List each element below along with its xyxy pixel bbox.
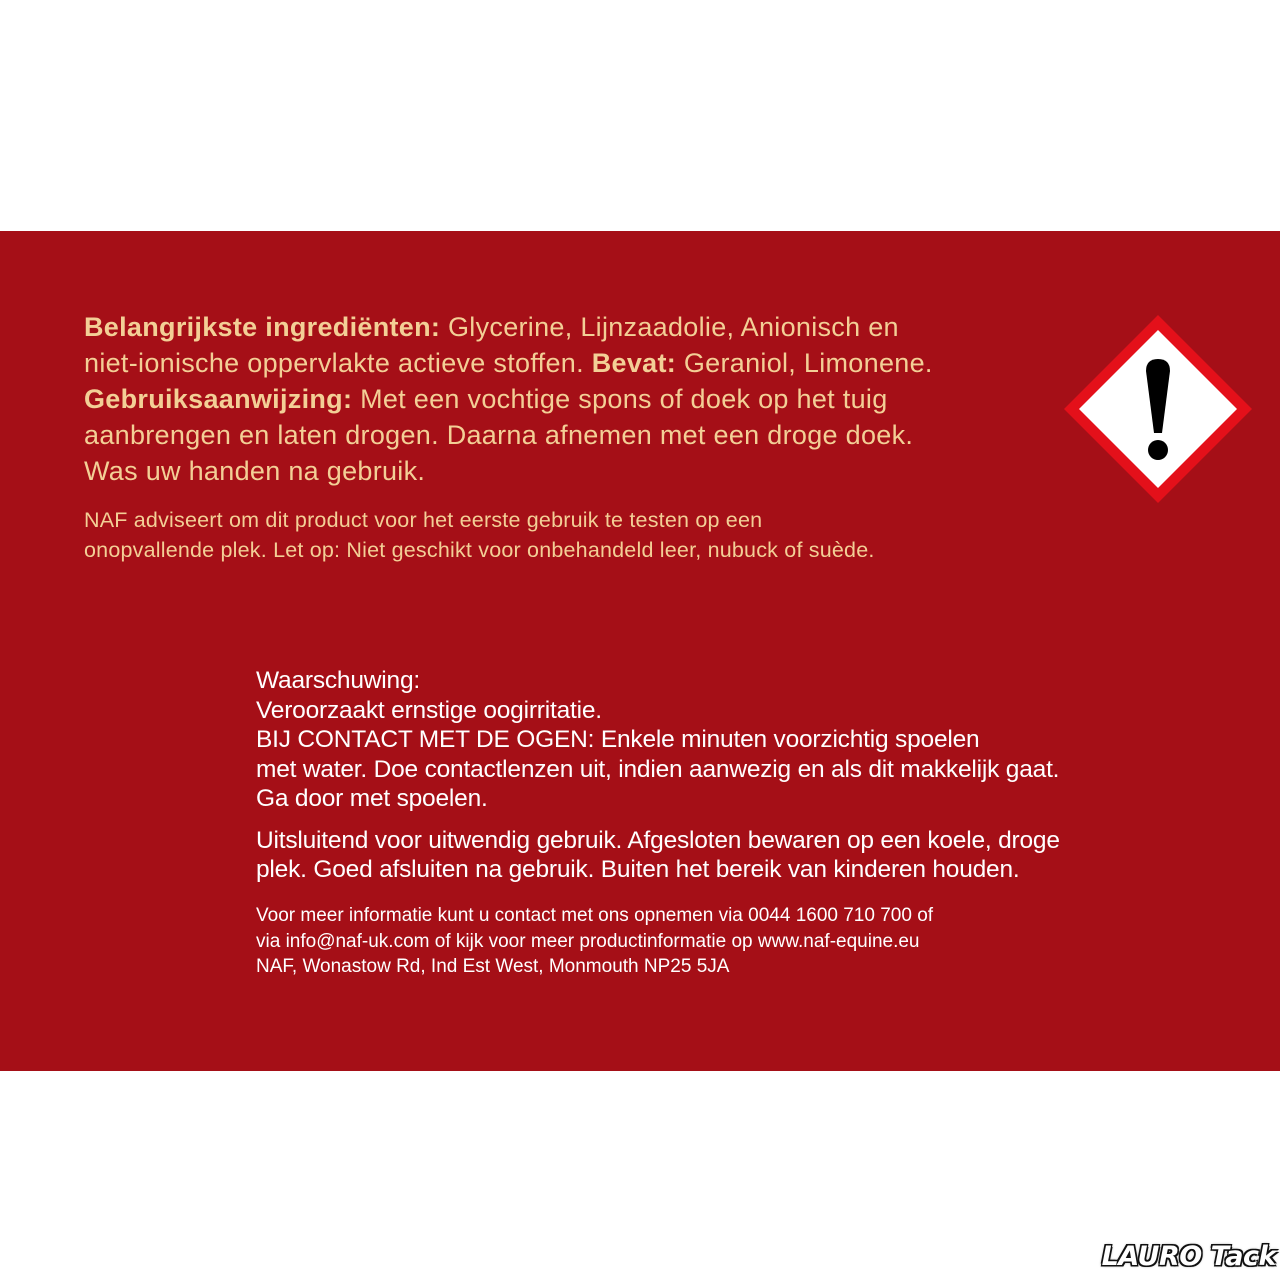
warning-block: [256, 666, 1216, 814]
storage-line-1: Uitsluitend voor uitwendig gebruik. Afgesloten bewaren op een koele, droge: [256, 827, 1060, 854]
advice-line-2: onopvallende plek. Let op: Niet geschikt voor onbehandeld leer, nubuck of suède.: [84, 538, 875, 562]
ghs-exclamation-mark-icon: [1062, 313, 1254, 505]
advice-line-1: NAF adviseert om dit product voor het eerste gebruik te testen op een: [84, 508, 763, 532]
storage-line-2: plek. Goed afsluiten na gebruik. Buiten het bereik van kinderen houden.: [256, 856, 1020, 883]
ingredients-line-2: [84, 345, 1064, 381]
contact-block: [256, 903, 1216, 980]
contact-line-2: via info@naf-uk.com of kijk voor meer productinformatie op www.naf-equine.eu: [256, 930, 920, 952]
warning-line-1: Veroorzaakt ernstige oogirritatie.: [256, 696, 602, 724]
usage-label: Gebruiksaanwijzing:: [84, 384, 353, 414]
exclamation-dot: [1148, 440, 1168, 460]
advice-block: [84, 505, 1074, 565]
warning-line-4: Ga door met spoelen.: [256, 785, 488, 812]
usage-text-3: Was uw handen na gebruik.: [84, 456, 426, 486]
warning-heading: Waarschuwing:: [256, 667, 420, 694]
main-ingredients-text-1: Glycerine, Lijnzaadolie, Anionisch en: [440, 312, 899, 342]
usage-text-2: aanbrengen en laten drogen. Daarna afnemen met een droge doek.: [84, 420, 914, 450]
warning-line-2: BIJ CONTACT MET DE OGEN: Enkele minuten voorzichtig spoelen: [256, 726, 980, 753]
main-ingredients-text-2: niet-ionische oppervlakte actieve stoffen.: [84, 348, 592, 378]
ingredients-line-1: [84, 309, 1064, 345]
contains-text: Geraniol, Limonene.: [676, 348, 933, 378]
warning-line-3: met water. Doe contactlenzen uit, indien aanwezig en als dit makkelijk gaat.: [256, 755, 1060, 783]
contact-line-1: Voor meer informatie kunt u contact met ons opnemen via 0044 1600 710 700 of: [256, 905, 934, 926]
storage-block: [256, 826, 1216, 884]
ingredients-line-3: [84, 381, 1064, 417]
usage-text-1: Met een vochtige spons of doek op het tuig: [352, 384, 888, 414]
ingredients-block: [84, 309, 1064, 489]
contains-label: Bevat:: [591, 348, 677, 378]
watermark-logo: LAURO Tack: [1101, 1241, 1276, 1272]
main-ingredients-label: Belangrijkste ingrediënten:: [84, 312, 441, 342]
contact-address: NAF, Wonastow Rd, Ind Est West, Monmouth NP25 5JA: [256, 956, 730, 977]
